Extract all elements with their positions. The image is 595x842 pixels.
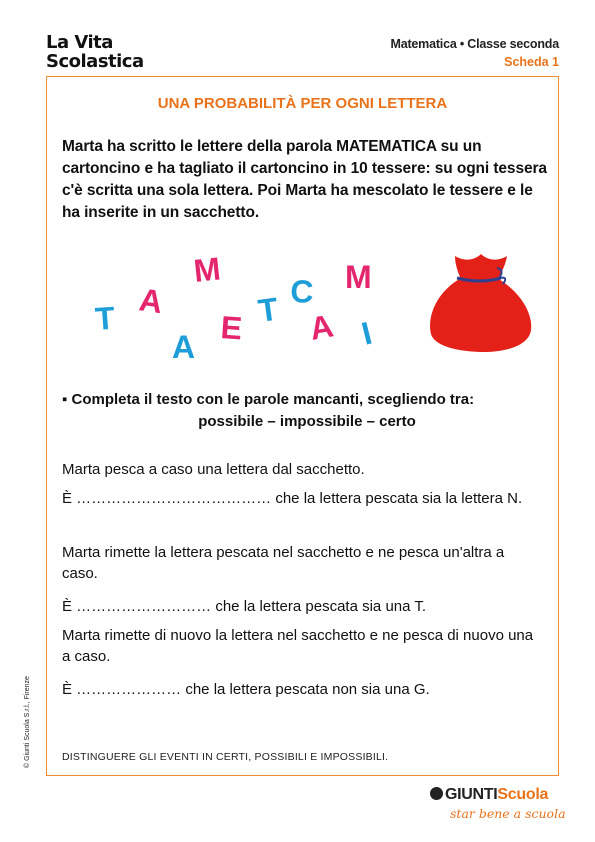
red-bag-icon — [425, 248, 535, 353]
exercise-blank-1[interactable]: È ………………………………… che la lettera pescata sia la lettera N. — [62, 490, 523, 507]
subject-label: Matematica • Classe seconda — [390, 37, 559, 51]
word-options: possibile – impossibile – certo — [198, 413, 416, 430]
letter-tile: T — [255, 290, 281, 329]
publisher-name — [430, 786, 570, 804]
bag-body — [430, 278, 531, 352]
giunti-g-icon — [430, 787, 443, 800]
letter-tile: A — [306, 307, 336, 347]
letter-tile: M — [191, 250, 223, 289]
page-title: UNA PROBABILITÀ PER OGNI LETTERA — [157, 95, 448, 112]
letter-tile: A — [172, 329, 196, 365]
exercise-sentence-3: Marta rimette di nuovo la lettera nel sacchetto e ne pesca di nuovo una a caso. — [62, 627, 534, 665]
exercise-blank-3[interactable]: È ………………… che la lettera pescata non sia una G. — [62, 681, 430, 698]
intro-text: Marta ha scritto le lettere della parola MATEMATICA su un cartoncino e ha tagliato il cartoncino in 10 tessere: su ogni tessera c'è scritta una sola lettera. Poi Marta ha mescolato le tessere e le ha inserite in un sacchetto. — [62, 138, 547, 221]
exercise-sentence-2: Marta rimette la lettera pescata nel sacchetto e ne pesca un'altra a caso. — [62, 544, 505, 582]
publisher-name-part1: GIUNTI — [445, 786, 498, 803]
letter-tile: E — [219, 309, 244, 347]
letter-tile: A — [137, 281, 165, 321]
exercise-blank-2[interactable]: È ……………………… che la lettera pescata sia una T. — [62, 598, 427, 615]
letter-tile: M — [345, 259, 372, 295]
instruction-text: ▪ Completa il testo con le parole mancanti, scegliendo tra: — [62, 391, 475, 408]
copyright-notice: © Giunti Scuola S.r.l., Firenze — [24, 676, 31, 768]
letter-tile: I — [357, 314, 376, 352]
learning-objective: DISTINGUERE GLI EVENTI IN CERTI, POSSIBILI E IMPOSSIBILI. — [62, 751, 389, 763]
publisher-logo — [430, 786, 570, 821]
publisher-tagline: star bene a scuola — [450, 806, 566, 821]
sheet-number: Scheda 1 — [504, 55, 559, 69]
exercise-sentence-1: Marta pesca a caso una lettera dal sacchetto. — [62, 461, 365, 478]
letter-tile: C — [289, 273, 315, 310]
publisher-name-part2: Scuola — [497, 786, 549, 803]
letter-tiles — [80, 250, 400, 370]
letter-tile: T — [93, 299, 116, 337]
brand-line-2: Scolastica — [46, 51, 144, 72]
brand-line-1: La Vita — [46, 32, 113, 53]
brand-logo — [46, 33, 144, 71]
